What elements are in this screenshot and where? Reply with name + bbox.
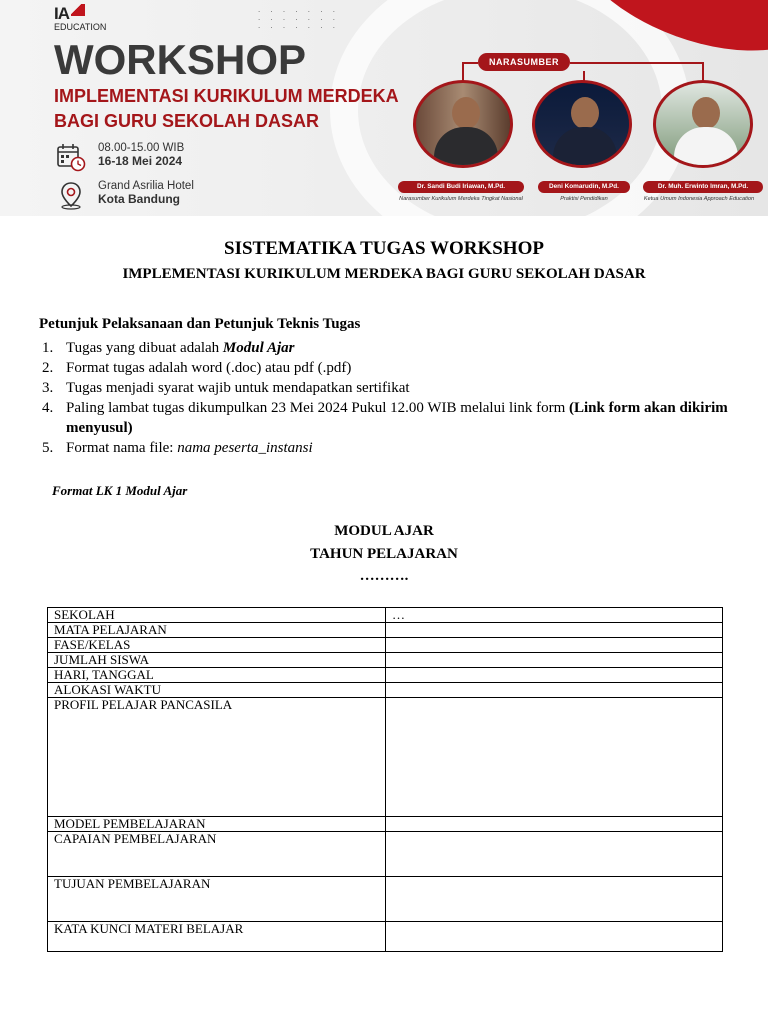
speaker-photo bbox=[653, 80, 753, 168]
schedule-text bbox=[98, 142, 184, 169]
subtitle-line-2: BAGI GURU SEKOLAH DASAR bbox=[54, 111, 320, 131]
speaker-photo bbox=[413, 80, 513, 168]
table-row bbox=[48, 817, 723, 832]
workshop-banner bbox=[0, 0, 768, 216]
location-pin-icon bbox=[56, 180, 86, 210]
subtitle-line-1: IMPLEMENTASI KURIKULUM MERDEKA bbox=[54, 86, 399, 106]
table-row bbox=[48, 683, 723, 698]
row-value: … bbox=[386, 608, 723, 623]
row-value bbox=[386, 817, 723, 832]
table-row bbox=[48, 668, 723, 683]
row-label: CAPAIAN PEMBELAJARAN bbox=[48, 832, 386, 877]
workshop-subtitle bbox=[54, 84, 399, 134]
row-label: ALOKASI WAKTU bbox=[48, 683, 386, 698]
row-value bbox=[386, 623, 723, 638]
row-label: MODEL PEMBELAJARAN bbox=[48, 817, 386, 832]
table-row bbox=[48, 653, 723, 668]
modul-dots: ………. bbox=[359, 568, 409, 584]
row-value bbox=[386, 922, 723, 952]
document-subtitle: IMPLEMENTASI KURIKULUM MERDEKA BAGI GURU SEKOLAH DASAR bbox=[122, 266, 646, 282]
speaker-name: Dr. Muh. Erwinto Imran, M.Pd. bbox=[643, 181, 763, 193]
row-label: TUJUAN PEMBELAJARAN bbox=[48, 877, 386, 922]
connector-right bbox=[570, 62, 704, 82]
row-value bbox=[386, 668, 723, 683]
instructions-list bbox=[42, 338, 732, 458]
table-row bbox=[48, 623, 723, 638]
calendar-clock-icon bbox=[56, 142, 86, 172]
row-value bbox=[386, 638, 723, 653]
narasumber-label: NARASUMBER bbox=[478, 53, 570, 71]
row-label: JUMLAH SISWA bbox=[48, 653, 386, 668]
logo-text: IA bbox=[54, 4, 69, 23]
instructions-heading: Petunjuk Pelaksanaan dan Petunjuk Teknis Tugas bbox=[39, 316, 361, 332]
row-value bbox=[386, 653, 723, 668]
row-value bbox=[386, 832, 723, 877]
table-row bbox=[48, 698, 723, 817]
list-item: 4. Paling lambat tugas dikumpulkan 23 Mei 2024 Pukul 12.00 WIB melalui link form (Link form akan dikirim menyusul) bbox=[42, 400, 728, 436]
row-label: HARI, TANGGAL bbox=[48, 668, 386, 683]
row-label: KATA KUNCI MATERI BELAJAR bbox=[48, 922, 386, 952]
row-label: PROFIL PELAJAR PANCASILA bbox=[48, 698, 386, 817]
modul-year: TAHUN PELAJARAN bbox=[310, 546, 458, 562]
speaker-name: Deni Komarudin, M.Pd. bbox=[538, 181, 630, 193]
row-label: FASE/KELAS bbox=[48, 638, 386, 653]
list-item: 2. Format tugas adalah word (.doc) atau pdf (.pdf) bbox=[42, 360, 352, 376]
speaker-role: Ketua Umum Indonesia Approach Education bbox=[643, 196, 755, 202]
table-row bbox=[48, 638, 723, 653]
decorative-dots: . . . . . . . . . . . . . . . . . . . . . bbox=[258, 6, 339, 30]
logo-flame-icon bbox=[71, 4, 85, 16]
connector-left bbox=[462, 62, 478, 82]
schedule-time: 08.00-15.00 WIB bbox=[98, 142, 185, 154]
modul-ajar-table bbox=[47, 607, 723, 952]
speaker-role: Praktisi Pendidikan bbox=[560, 196, 608, 202]
row-label: SEKOLAH bbox=[48, 608, 386, 623]
speaker-role: Narasumber Kurikulum Merdeka Tingkat Nasional bbox=[399, 196, 523, 202]
list-item: 5. Format nama file: nama peserta_instansi bbox=[42, 440, 313, 456]
workshop-title: WORKSHOP bbox=[54, 36, 306, 83]
venue-name: Grand Asrilia Hotel bbox=[98, 180, 194, 192]
document-title: SISTEMATIKA TUGAS WORKSHOP bbox=[224, 238, 544, 259]
table-row bbox=[48, 832, 723, 877]
format-label: Format LK 1 Modul Ajar bbox=[52, 483, 188, 498]
speaker-photo bbox=[532, 80, 632, 168]
row-label: MATA PELAJARAN bbox=[48, 623, 386, 638]
table-row bbox=[48, 608, 723, 623]
row-value bbox=[386, 683, 723, 698]
logo-subtext: EDUCATION bbox=[54, 22, 107, 32]
row-value bbox=[386, 698, 723, 817]
list-item: 3. Tugas menjadi syarat wajib untuk mendapatkan sertifikat bbox=[42, 380, 410, 396]
table-row bbox=[48, 877, 723, 922]
list-item: 1. Tugas yang dibuat adalah Modul Ajar bbox=[42, 340, 295, 356]
schedule-date: 16-18 Mei 2024 bbox=[98, 154, 183, 168]
row-value bbox=[386, 877, 723, 922]
venue-city: Kota Bandung bbox=[98, 192, 180, 206]
modul-title: MODUL AJAR bbox=[334, 523, 434, 539]
table-row bbox=[48, 922, 723, 952]
speaker-name: Dr. Sandi Budi Iriawan, M.Pd. bbox=[398, 181, 524, 193]
ia-education-logo bbox=[54, 4, 106, 32]
venue-text bbox=[98, 180, 194, 207]
